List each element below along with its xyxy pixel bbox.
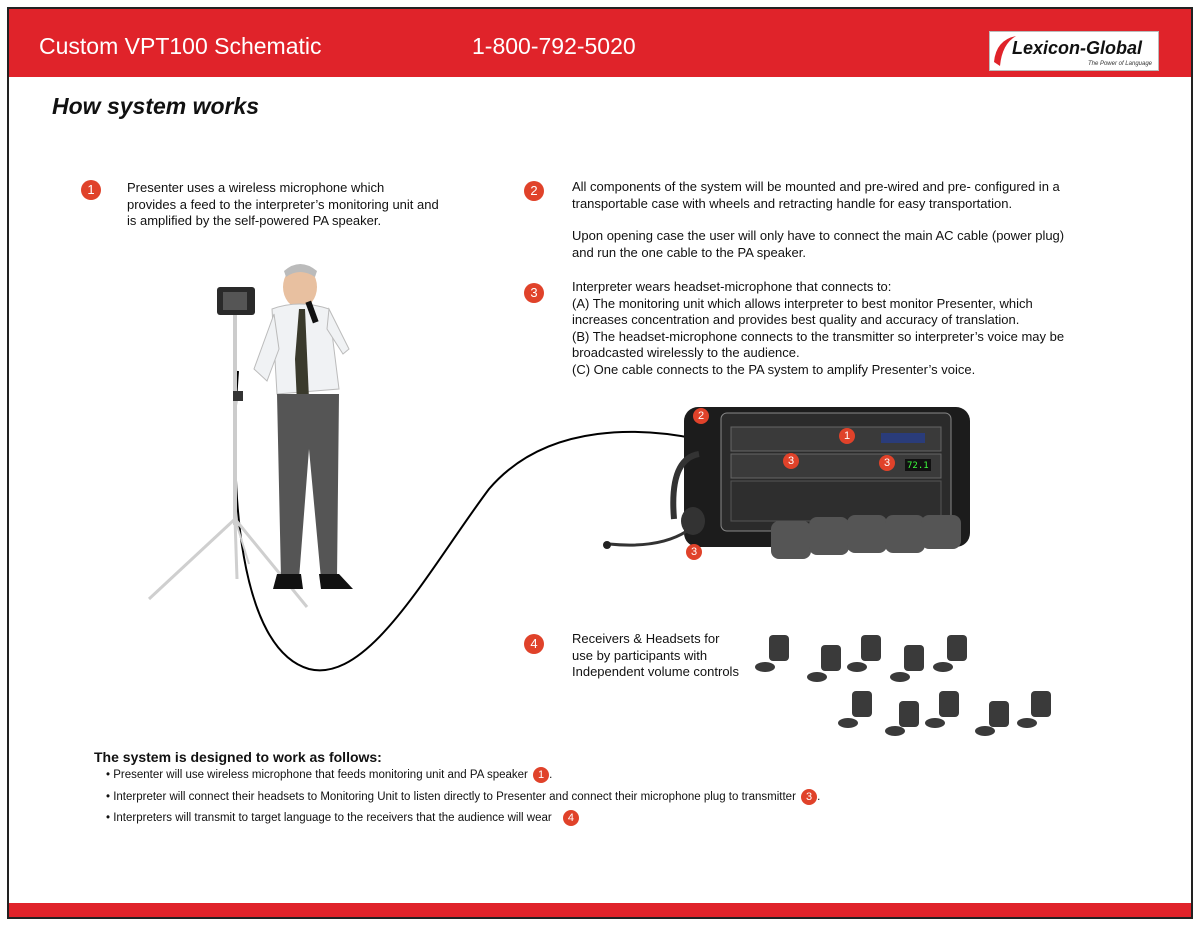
- step-3-line: increases concentration and provides best quality and accuracy of translation.: [572, 312, 1020, 328]
- step-3-line: Interpreter wears headset-microphone that connects to:: [572, 279, 892, 294]
- headset-badge-3: 3: [686, 544, 702, 560]
- step-4-badge: 4: [524, 634, 544, 654]
- step-3-line: (C) One cable connects to the PA system to amplify Presenter’s voice.: [572, 361, 976, 377]
- step-1-text: [127, 180, 457, 230]
- bullet-suffix: .: [549, 769, 553, 782]
- rack-badge-3b: 3: [879, 455, 895, 471]
- page-frame: [7, 7, 1193, 919]
- step-4-text: [572, 631, 772, 681]
- page-title: Custom VPT100 Schematic: [39, 33, 322, 59]
- step-2-text: [572, 179, 1092, 261]
- step-1-badge: 1: [81, 180, 101, 200]
- step-1-line: is amplified by the self-powered PA speaker.: [127, 213, 382, 229]
- step-3-line: (A) The monitoring unit which allows interpreter to best monitor Presenter, which: [572, 295, 1033, 311]
- summary-bullet: [106, 810, 579, 826]
- step-4-line: use by participants with: [572, 647, 708, 663]
- rack-badge-2: 2: [693, 408, 709, 424]
- summary-bullet: [106, 767, 552, 783]
- step-2-line: and run the one cable to the PA speaker.: [572, 244, 806, 260]
- bullet-badge: 3: [801, 789, 817, 805]
- step-1-line: Presenter uses a wireless microphone which: [127, 180, 385, 195]
- section-title: How system works: [52, 93, 260, 119]
- bullet-text: • Interpreter will connect their headsets to Monitoring Unit to listen directly to Presenter and connect their microphone plug to transmitter: [106, 791, 796, 804]
- step-3-badge: 3: [524, 283, 544, 303]
- footer-bar: [9, 903, 1191, 917]
- summary-heading: The system is designed to work as follows:: [94, 749, 382, 765]
- step-2-line: All components of the system will be mounted and pre-wired and pre- configured in a: [572, 179, 1060, 194]
- step-4-line: Receivers & Headsets for: [572, 631, 720, 646]
- summary-bullet: [106, 789, 820, 805]
- rack-badge-1: 1: [839, 428, 855, 444]
- step-4-line: Independent volume controls: [572, 664, 739, 680]
- bullet-text: • Interpreters will transmit to target language to the receivers that the audience will wear: [106, 812, 552, 825]
- step-2-line: Upon opening case the user will only have to connect the main AC cable (power plug): [572, 228, 1065, 244]
- step-2-line: transportable case with wheels and retracting handle for easy transportation.: [572, 195, 1013, 211]
- step-3-line: broadcasted wirelessly to the audience.: [572, 345, 800, 361]
- phone-number[interactable]: 1-800-792-5020: [472, 33, 636, 59]
- rack-display-readout: 72.1: [907, 461, 929, 471]
- step-2-badge: 2: [524, 181, 544, 201]
- presenter-figure: [254, 264, 353, 589]
- logo-name: Lexicon-Global: [1012, 38, 1143, 58]
- bullet-badge: 1: [533, 767, 549, 783]
- bullet-text: • Presenter will use wireless microphone that feeds monitoring unit and PA speaker: [106, 769, 528, 782]
- bullet-badge: 4: [563, 810, 579, 826]
- step-2-spacer: [572, 212, 1092, 228]
- step-3-text: [572, 279, 1092, 379]
- step-1-line: provides a feed to the interpreter’s monitoring unit and: [127, 196, 439, 212]
- transmitters: [771, 515, 961, 559]
- receiver-units: [755, 635, 1051, 736]
- logo-tagline: The Power of Language: [1087, 61, 1152, 67]
- rack-badge-3a: 3: [783, 453, 799, 469]
- step-3-line: (B) The headset-microphone connects to the transmitter so interpreter’s voice may be: [572, 328, 1065, 344]
- bullet-suffix: .: [817, 791, 821, 804]
